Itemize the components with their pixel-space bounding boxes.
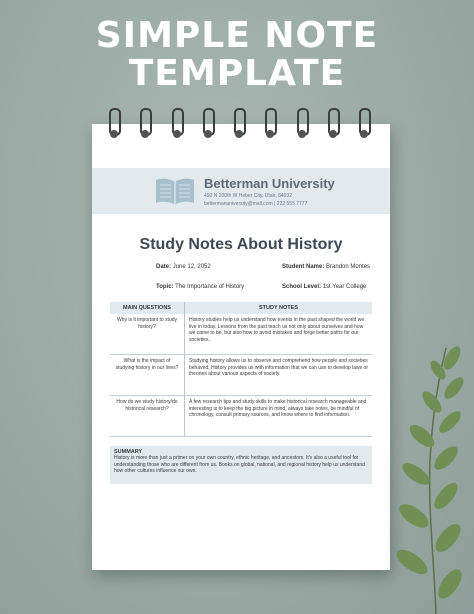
topic-value: The Importance of History — [175, 284, 245, 290]
date-label: Date: — [156, 264, 172, 270]
notes-cell: History studies help us understand how events in the past shaped the world we live in today. Lessons from the past teach us not only about ourselves and how we came to be, but also how to avoid mistakes and forge better paths for our societies. — [185, 314, 373, 355]
binding-ring — [233, 108, 245, 138]
letterhead — [92, 168, 390, 214]
notes-cell: Studying history allows us to observe and comprehend how people and societies behaved. History provides us with information that we can use to develop laws or theories about various aspects of society. — [185, 355, 373, 396]
summary-text: History is more than just a primer on your own country, ethnic heritage, and ancestors. It's also a useful tool for understanding those who are different from us. Books on global, national, and regional history help us understand how other cultures influence our own. — [114, 455, 365, 475]
binding-ring — [327, 108, 339, 138]
spiral-binding — [108, 108, 370, 142]
document-title: Study Notes About History — [139, 236, 343, 253]
binding-ring — [296, 108, 308, 138]
notes-cell: A few research tips and study skills to make historical research manageable and interesting is to keep the big picture in mind, always take notes, be mindful of chronology, consult primary sources, and know where to find information. — [185, 396, 373, 437]
binding-ring — [108, 108, 120, 138]
level-value: 1st Year College — [322, 284, 367, 290]
question-cell: How do we study history/do historical research? — [110, 396, 185, 437]
notebook-page — [92, 124, 390, 570]
level-label: School Level: — [282, 284, 322, 290]
binding-ring — [171, 108, 183, 138]
student-value: Brandon Montes — [326, 264, 371, 270]
question-cell: Why is it important to study history? — [110, 314, 185, 355]
level-field — [282, 284, 366, 290]
open-book-icon — [154, 176, 196, 206]
hero-title-line2: TEMPLATE — [128, 53, 346, 94]
header-main-questions: MAIN QUESTIONS — [110, 302, 185, 314]
binding-ring — [264, 108, 276, 138]
topic-field — [156, 284, 244, 290]
date-field — [156, 264, 211, 270]
summary-title: SUMMARY — [114, 449, 143, 455]
binding-ring — [202, 108, 214, 138]
table-row — [110, 314, 372, 355]
binding-ring — [358, 108, 370, 138]
table-header-row — [110, 302, 372, 314]
student-field — [282, 264, 370, 270]
hero-title-line1: SIMPLE NOTE — [95, 15, 379, 56]
table-row — [110, 355, 372, 396]
leaf-branch-decoration — [376, 340, 474, 614]
topic-label: Topic: — [156, 284, 174, 290]
question-cell: What is the impact of studying history in our lives? — [110, 355, 185, 396]
university-name: Betterman University — [204, 176, 335, 191]
university-contact: bettermanuniversity@mail.com | 222 555 7777 — [204, 201, 308, 207]
binding-ring — [139, 108, 151, 138]
date-value: June 12, 2052 — [172, 264, 211, 270]
table-row — [110, 396, 372, 437]
study-notes-table — [110, 302, 372, 437]
header-study-notes: STUDY NOTES — [185, 302, 373, 314]
summary-box — [110, 446, 372, 484]
student-label: Student Name: — [282, 264, 325, 270]
university-address: 492 N 200th W Heber City, Utah, 84032 — [204, 193, 293, 199]
